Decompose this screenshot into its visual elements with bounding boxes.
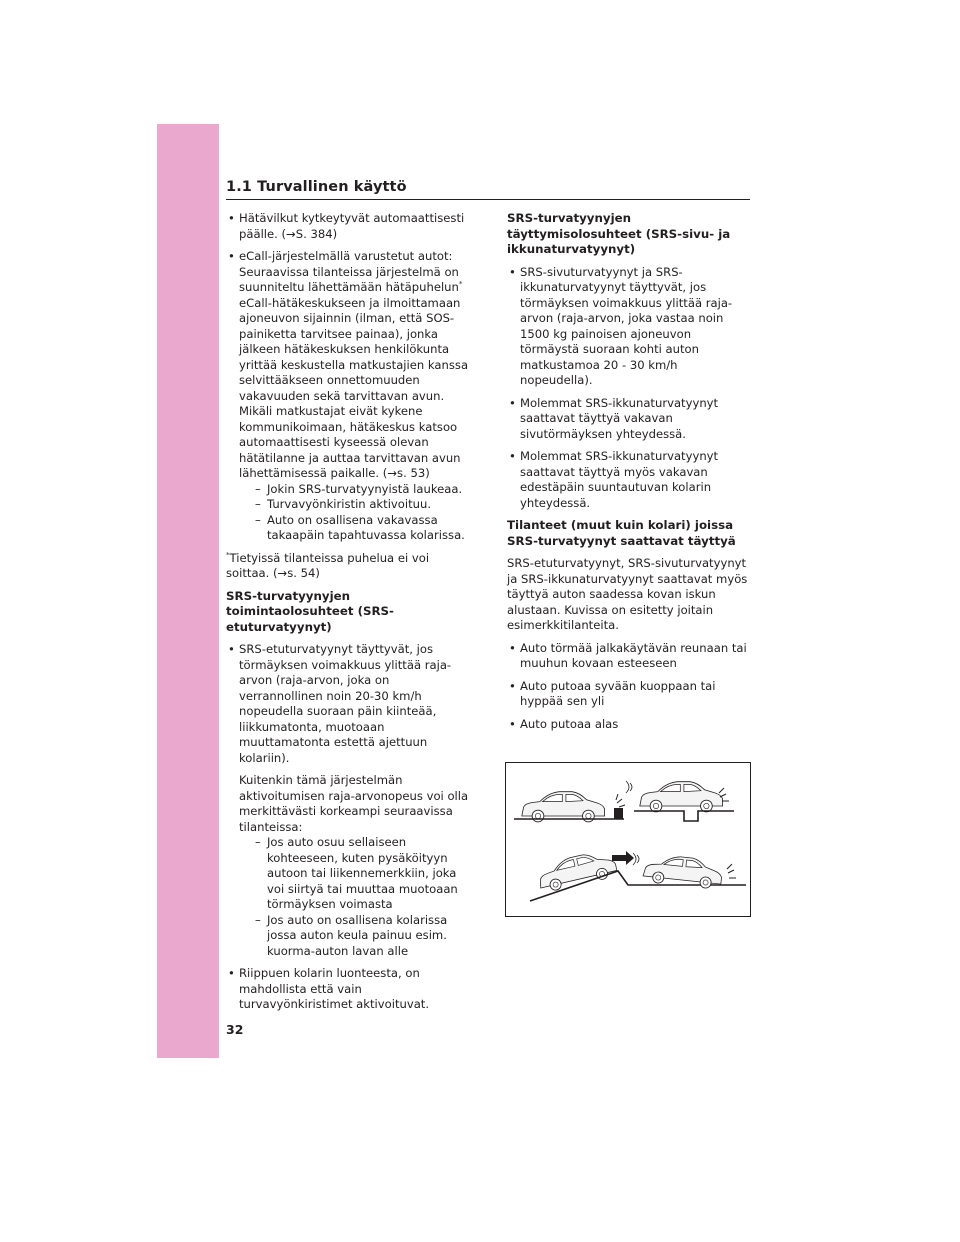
dash-mark: – (255, 512, 261, 527)
bullet-mark: • (509, 716, 516, 731)
bullet-ecall-text-a: eCall-järjestelmällä varustetut autot: Seuraavissa tilanteissa järjestelmä on suunniteltu lähettämään hätäpuhelun (239, 249, 459, 294)
side-airbag-heading: SRS-turvatyynyjen täyttymisolosuhteet (SRS-sivu- ja ikkunaturvatyynyt) (507, 211, 731, 256)
list-item (507, 396, 751, 443)
bullet-pretensioners-text: Riippuen kolarin luonteesta, on mahdollista että vain turvavyönkiristimet aktivoituvat. (239, 966, 430, 1011)
sub-item (239, 835, 471, 913)
bullet-hazard-lights (226, 211, 471, 242)
scenario-drop (530, 848, 746, 901)
right-column (507, 211, 751, 739)
dash-mark: – (255, 481, 261, 496)
bullet-hazard-text: Hätävilkut kytkeytyvät automaattisesti päälle. (→S. 384) (239, 211, 465, 241)
bullet-mark: • (509, 678, 516, 693)
list-item-text: Molemmat SRS-ikkunaturvatyynyt saattavat täyttyä myös vakavan edestäpäin suuntautuvan kolarin yhteydessä. (520, 449, 719, 510)
bullet-ecall-text-b: eCall-hätäkeskukseen ja ilmoittamaan ajoneuvon sijainnin (ilman, että SOS-painiketta tarvitsee painaa), jonka jälkeen hätäkeskuksen henkilökunta yrittää keskustella matkustajien kanssa selvittääkseen onnettomuuden vakavuuden sekä tarvittavan avun. Mikäli matkustajat eivät kykene kommunikoimaan, hätäkeskus katsoo automaattisesti kyseessä olevan hätätilanne ja auttaa tarvittavan avun lähettämisessä paikalle. (→s. 53) (239, 295, 469, 480)
list-item-text: Auto putoaa alas (520, 716, 619, 731)
undercarriage-impact-illustration (506, 763, 750, 916)
list-item (507, 265, 751, 389)
sub-item-text: Turvavyönkiristin aktivoituu. (267, 497, 432, 511)
bullet-ecall (226, 249, 471, 544)
header-rule (226, 199, 750, 200)
bullet-mark: • (509, 640, 516, 655)
footnote-mark: * (458, 280, 463, 289)
section-title: 1.1 Turvallinen käyttö (226, 179, 407, 195)
other-situations-heading: Tilanteet (muut kuin kolari) joissa SRS-turvatyynyt saattavat täyttyä (507, 518, 736, 548)
list-item-text: SRS-sivuturvatyynyt ja SRS-ikkunaturvatyynyt täyttyvät, jos törmäyksen voimakkuus ylittää raja-arvon (raja-arvon, joka vastaa noin 1500 kg painoisen ajoneuvon törmäystä suoraan kohti auton matkustamoa 20 - 30 km/h nopeudella). (520, 264, 733, 387)
sub-item (239, 482, 471, 498)
illustration-frame (505, 762, 751, 917)
chapter-sidebar-tab (157, 124, 219, 1058)
sub-item (239, 913, 471, 960)
bullet-mark: • (228, 966, 235, 980)
sub-item-text: Auto on osallisena vakavassa takaapäin tapahtuvassa kolarissa. (267, 512, 465, 542)
list-item (507, 717, 751, 733)
direction-arrow-icon (612, 851, 634, 865)
list-item (507, 449, 751, 511)
footnote-mark: * (226, 550, 230, 559)
front-continuation: Kuitenkin tämä järjestelmän aktivoitumisen raja-arvonopeus voi olla merkittävästi korkeampi seuraavissa tilanteissa: (239, 773, 469, 834)
bullet-mark: • (509, 264, 516, 279)
footnote (226, 551, 471, 582)
list-item (507, 641, 751, 672)
scenario-pothole (626, 781, 734, 821)
bullet-mark: • (228, 642, 235, 656)
list-item-text: Auto putoaa syvään kuoppaan tai hyppää sen yli (520, 678, 716, 708)
dash-mark: – (255, 835, 261, 849)
bullet-front-text: SRS-etuturvatyynyt täyttyvät, jos törmäyksen voimakkuus ylittää raja-arvon (raja-arvon, joka on verrannollinen noin 20-30 km/h nopeudella suoraan päin kiinteää, liikkumatonta, muotoaan muuttamatonta estettä ajettuun kolariin). (239, 642, 452, 765)
bullet-mark: • (509, 395, 516, 410)
sub-item-text: Jokin SRS-turvatyynyistä laukeaa. (267, 481, 463, 496)
page-number: 32 (226, 1022, 244, 1037)
dash-mark: – (255, 912, 261, 927)
scenario-curb-hit (514, 792, 625, 822)
bullet-pretensioners (226, 966, 471, 1013)
list-item-text: Auto törmää jalkakäytävän reunaan tai muuhun kovaan esteeseen (520, 640, 747, 670)
sub-item-text: Jos auto on osallisena kolarissa jossa auton keula painuu esim. kuorma-auton lavan alle (267, 912, 448, 958)
bullet-mark: • (228, 211, 235, 225)
left-column (226, 211, 471, 1020)
front-airbag-heading: SRS-turvatyynyjen toimintaolosuhteet (SRS-etuturvatyynyt) (226, 588, 394, 634)
sub-item (239, 513, 471, 544)
dash-mark: – (255, 497, 261, 511)
list-item-text: Molemmat SRS-ikkunaturvatyynyt saattavat täyttyä vakavan sivutörmäyksen yhteydessä. (520, 395, 719, 441)
sub-item-text: Jos auto osuu sellaiseen kohteeseen, kuten pysäköityyn autoon tai liikennemerkkiin, joka voi siirtyä tai muuttaa muotoaan törmäyksen voimasta (267, 835, 458, 911)
footnote-text: Tietyissä tilanteissa puhelua ei voi soittaa. (→s. 54) (226, 550, 430, 580)
bullet-front-airbags (226, 642, 471, 959)
list-item (507, 679, 751, 710)
bullet-mark: • (509, 449, 516, 463)
bullet-mark: • (228, 249, 235, 263)
other-situations-paragraph: SRS-etuturvatyynyt, SRS-sivuturvatyynyt ja SRS-ikkunaturvatyynyt saattavat myös täyttyä auton saadessa kovan iskun alustaan. Kuvissa on esitetty joitain esimerkkitilanteita. (507, 556, 748, 632)
sub-item (239, 497, 471, 513)
